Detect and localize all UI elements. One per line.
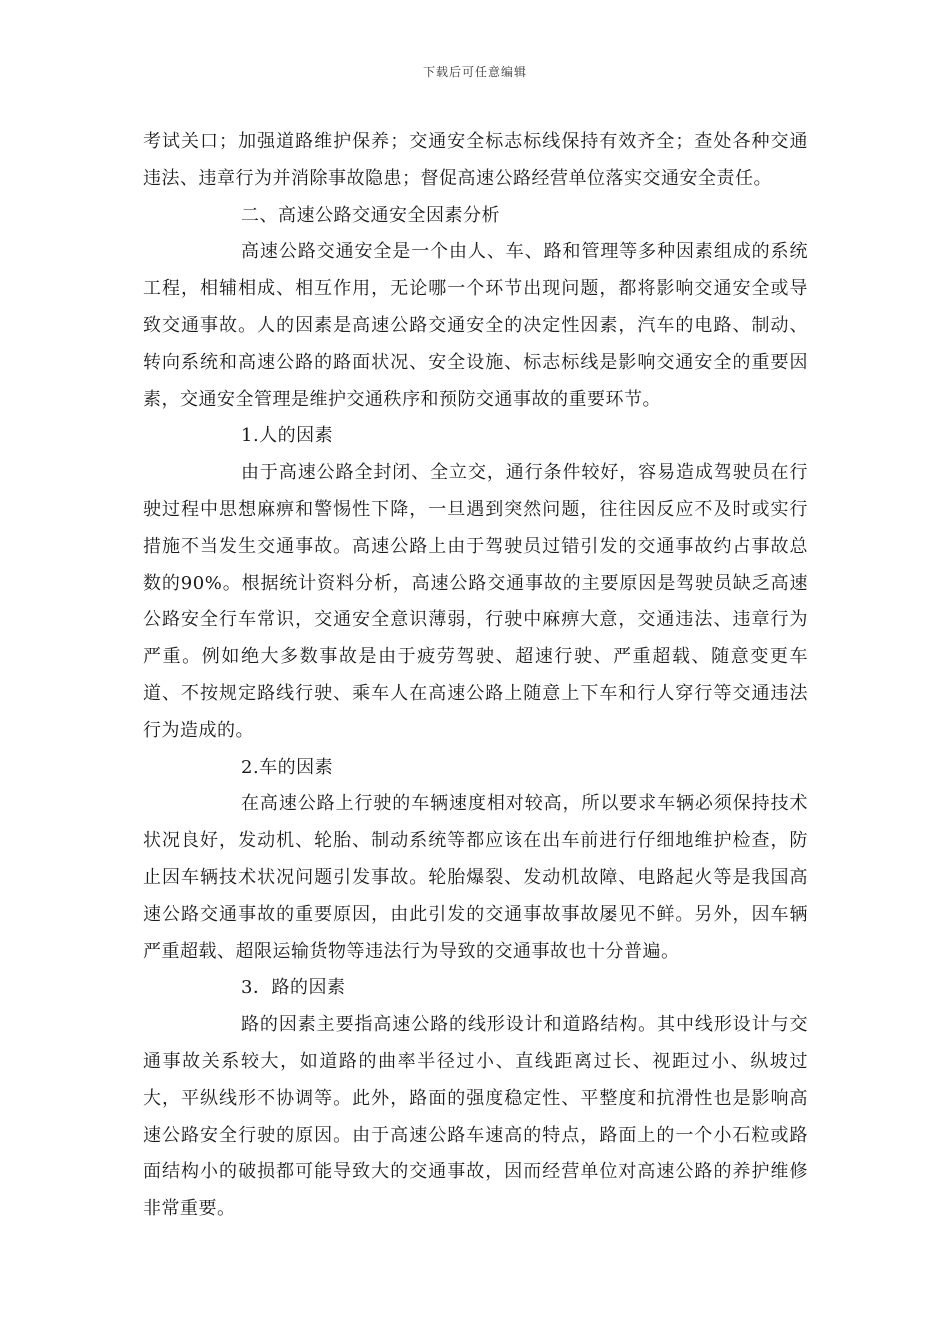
page-header: 下载后可任意编辑	[422, 65, 527, 79]
section-heading-analysis: 二、高速公路交通安全因素分析	[241, 204, 500, 226]
paragraph-overview: 高速公路交通安全是一个由人、车、路和管理等多种因素组成的系统工程，相辅相成、相互作用，无论哪一个环节出现问题，都将影响交通安全或导致交通事故。人的因素是高速公路交通安全的决定性因素，汽车的电路、制动、转向系统和高速公路的路面状况、安全设施、标志标线是影响交通安全的重要因素，交通安全管理是维护交通秩序和预防交通事故的重要环节。	[143, 241, 808, 410]
subsection-heading-vehicle: 2.车的因素	[241, 756, 334, 778]
paragraph-vehicle-factors: 在高速公路上行驶的车辆速度相对较高，所以要求车辆必须保持技术状况良好，发动机、轮胎、制动系统等都应该在出车前进行仔细地维护检查，防止因车辆技术状况问题引发事故。轮胎爆裂、发动机故障、电路起火等是我国高速公路交通事故的重要原因，由此引发的交通事故事故屡见不鲜。另外，因车辆严重超载、超限运输货物等违法行为导致的交通事故也十分普遍。	[143, 793, 808, 962]
document-body	[143, 124, 808, 1228]
paragraph-continuation: 考试关口；加强道路维护保养；交通安全标志标线保持有效齐全；查处各种交通违法、违章行为并消除事故隐患；督促高速公路经营单位落实交通安全责任。	[143, 131, 808, 189]
subsection-heading-human: 1.人的因素	[241, 425, 334, 447]
subsection-heading-road: 3．路的因素	[241, 977, 346, 999]
paragraph-road-factors: 路的因素主要指高速公路的线形设计和道路结构。其中线形设计与交通事故关系较大，如道路的曲率半径过小、直线距离过长、视距过小、纵坡过大，平纵线形不协调等。此外，路面的强度稳定性、平整度和抗滑性也是影响高速公路安全行驶的原因。由于高速公路车速高的特点，路面上的一个小石粒或路面结构小的破损都可能导致大的交通事故，因而经营单位对高速公路的养护维修非常重要。	[143, 1014, 808, 1220]
paragraph-human-factors: 由于高速公路全封闭、全立交，通行条件较好，容易造成驾驶员在行驶过程中思想麻痹和警惕性下降，一旦遇到突然问题，往往因反应不及时或实行措施不当发生交通事故。高速公路上由于驾驶员过错引发的交通事故约占事故总数的90%。根据统计资料分析，高速公路交通事故的主要原因是驾驶员缺乏高速公路安全行车常识，交通安全意识薄弱，行驶中麻痹大意，交通违法、违章行为严重。例如绝大多数事故是由于疲劳驾驶、超速行驶、严重超载、随意变更车道、不按规定路线行驶、乘车人在高速公路上随意上下车和行人穿行等交通违法行为造成的。	[143, 462, 808, 741]
